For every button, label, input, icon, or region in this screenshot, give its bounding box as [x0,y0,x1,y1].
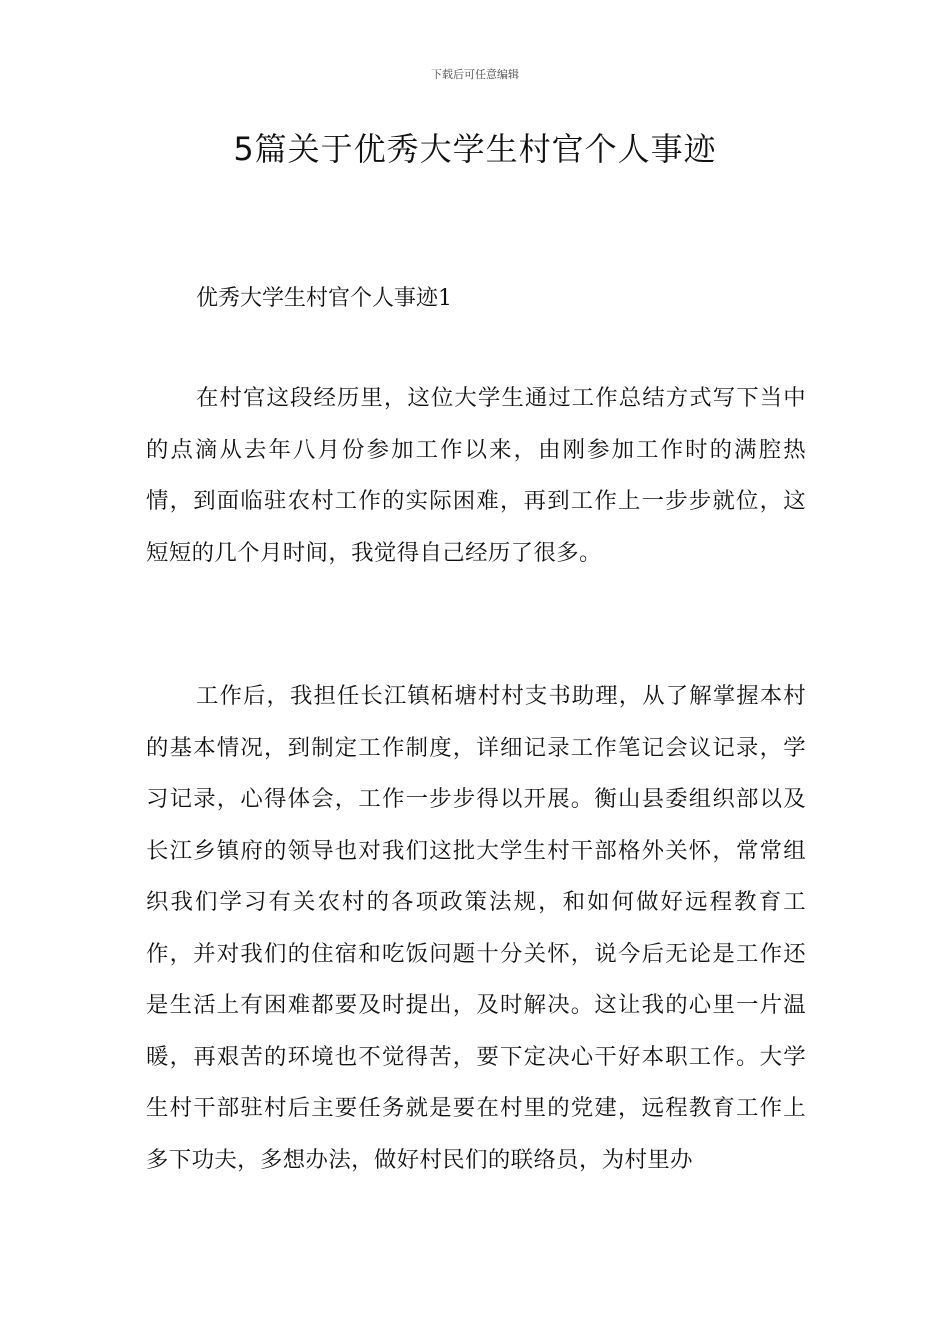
section-heading: 优秀大学生村官个人事迹1 [196,286,452,311]
page-header-note: 下载后可任意编辑 [431,68,519,81]
body-paragraph: 工作后，我担任长江镇柘塘村村支书助理，从了解掌握本村的基本情况，到制定工作制度，详细记录工作笔记会议记录，学习记录，心得体会，工作一步步得以开展。衡山县委组织部以及长江乡镇府的领导也对我们这批大学生村干部格外关怀，常常组织我们学习有关农村的各项政策法规，和如何做好远程教育工作，并对我们的住宿和吃饭问题十分关怀，说今后无论是工作还是生活上有困难都要及时提出，及时解决。这让我的心里一片温暖，再艰苦的环境也不觉得苦，要下定决心干好本职工作。大学生村干部驻村后主要任务就是要在村里的党建，远程教育工作上多下功夫，多想办法，做好村民们的联络员，为村里办 [146,683,806,1173]
body-paragraph: 在村官这段经历里，这位大学生通过工作总结方式写下当中的点滴从去年八月份参加工作以来，由刚参加工作时的满腔热情，到面临驻农村工作的实际困难，再到工作上一步步就位，这短短的几个月时间，我觉得自己经历了很多。 [146,385,806,566]
document-title: 5篇关于优秀大学生村官个人事迹 [233,130,717,168]
